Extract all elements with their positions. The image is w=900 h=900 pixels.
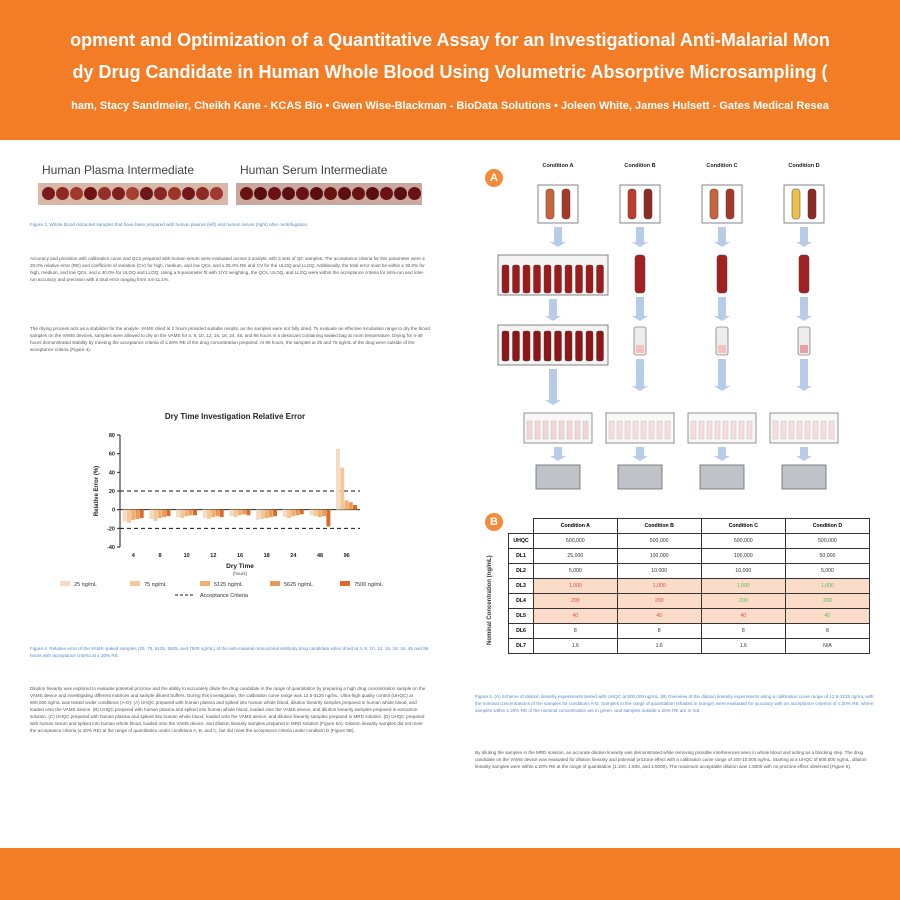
chart-bar	[215, 510, 219, 517]
serum-well	[408, 187, 421, 200]
dilution-tube	[731, 421, 736, 439]
figure-3-caption: Figure 3. Whole blood extracted samples that have been prepared with human plasma (left) and human serum (right) after centrifugation.	[30, 222, 309, 227]
sample-tube	[546, 189, 554, 219]
legend-swatch	[270, 581, 280, 586]
flow-arrow	[796, 227, 812, 247]
table-header-1: Condition A	[534, 519, 618, 534]
vial-liquid	[800, 345, 808, 353]
table-row	[509, 564, 870, 579]
tube-rack	[538, 185, 578, 223]
table-cell: 1,000	[534, 579, 618, 594]
flow-arrow	[796, 297, 812, 321]
dilution-tube	[699, 421, 704, 439]
flow-arrow	[714, 359, 730, 391]
condition-label: Condition B	[624, 163, 656, 169]
table-cell: 200	[701, 594, 785, 609]
table-header-2: Condition B	[617, 519, 701, 534]
flow-arrow	[545, 299, 561, 321]
table-cell: 200	[617, 594, 701, 609]
chart-bar	[193, 510, 197, 516]
plasma-well	[168, 187, 181, 200]
chart-title: Dry Time Investigation Relative Error	[164, 412, 306, 421]
vams-device	[597, 331, 604, 361]
table-cell: 200	[534, 594, 618, 609]
table-cell: 500,000	[534, 534, 618, 549]
serum-well	[338, 187, 351, 200]
table-cell: 1.6	[534, 639, 618, 654]
dilution-tube	[723, 421, 728, 439]
chart-bar	[309, 510, 313, 516]
flow-arrow	[796, 359, 812, 391]
legend-label: 25 ng/mL	[74, 582, 97, 588]
table-row	[509, 624, 870, 639]
dilution-tube	[715, 421, 720, 439]
dilution-plate	[524, 413, 592, 443]
x-tick-label: 10	[183, 553, 190, 559]
chart-bar	[265, 510, 269, 518]
table-cell: 8	[785, 624, 869, 639]
dilution-tube	[665, 421, 670, 439]
dilution-plate	[770, 413, 838, 443]
dilution-tube	[829, 421, 834, 439]
vams-device	[513, 331, 520, 361]
table-cell: 40	[534, 609, 618, 624]
table-cell: 500,000	[701, 534, 785, 549]
flow-arrow	[632, 297, 648, 321]
plasma-well	[70, 187, 83, 200]
sample-tube	[576, 265, 583, 293]
paragraph-mrd: By diluting the samples in the MRD solution, an accurate dilution linearity was demonstrated while removing possible interferences seen in whole blood and acting as a blocking step. The drug candidate on the VAMS device was evaluated for dilution linearity and potential prozone effect with a calibration curve range of 100-10,000 ng/mL. Starting at a UHQC of 500,000 ng/mL, dilution linearity samples were within ≤ 20% RE at the range of quantitation (1:100, 1:500, and 1:5000). The maximum acceptable dilution was 1:5000 with no prozone effect observed (Figure 6).	[475, 750, 867, 769]
figure-badge-a: A	[485, 169, 503, 187]
chart-bar	[318, 510, 322, 517]
serum-well	[310, 187, 323, 200]
table-ylabel: Nominal Concentration (ng/mL)	[487, 555, 493, 645]
dilution-tube	[739, 421, 744, 439]
dilution-tube	[789, 421, 794, 439]
serum-well	[296, 187, 309, 200]
table-cell: 50,000	[785, 549, 869, 564]
dilution-tube	[527, 421, 532, 439]
flow-arrow	[714, 447, 730, 461]
serum-well	[282, 187, 295, 200]
sample-tube	[544, 265, 551, 293]
plasma-well	[154, 187, 167, 200]
table-cell: 40	[785, 609, 869, 624]
left-column	[30, 155, 430, 845]
chart-bar	[207, 510, 211, 519]
vams-device	[544, 331, 551, 361]
chart-bar	[149, 510, 153, 519]
table-cell: 40	[617, 609, 701, 624]
legend-label: 5125 ng/mL	[214, 582, 244, 588]
plasma-well	[84, 187, 97, 200]
plasma-wells-image	[38, 183, 228, 205]
table-cell: 8	[701, 624, 785, 639]
dilution-tube	[821, 421, 826, 439]
flow-arrow	[714, 227, 730, 247]
assay-plate	[700, 465, 744, 489]
table-header-3: Condition C	[701, 519, 785, 534]
vial-liquid	[636, 345, 644, 353]
serum-well	[352, 187, 365, 200]
legend-swatch	[130, 581, 140, 586]
sample-tube	[534, 265, 541, 293]
chart-bar	[154, 510, 158, 521]
flow-arrow	[550, 447, 566, 461]
serum-wells-image	[236, 183, 422, 205]
dilution-table	[508, 518, 870, 654]
legend-swatch	[60, 581, 70, 586]
dilution-tube	[649, 421, 654, 439]
serum-well	[324, 187, 337, 200]
dilution-tube	[805, 421, 810, 439]
table-cell: 25,000	[534, 549, 618, 564]
dilution-tube	[543, 421, 548, 439]
dilution-tube	[575, 421, 580, 439]
legend-swatch	[200, 581, 210, 586]
paragraph-dilution: Dilution linearity was explored to evaluate potential prozone and the ability to accurately dilute the drug candidate in the range of quantitation by preparing a high drug concentration sample on the VAMS device and investigating different matrices and sample diluent buffers. During this investigation, the calibration curve range was 12.5-3125 ng/mL. Ultra-high quality control (UHQC) at 500,000 ng/mL was tested under conditions (A-D): (A) UHQC prepared with human plasma and spiked into human whole blood, dilution linearity samples prepared in human whole blood, and loaded onto the VAMS device. (B) UHQC prepared with human plasma and spiked into human whole blood, loaded onto the VAMS device, and dilution linearity samples prepared in extraction solution. (C) UHQC prepared with human plasma and spiked into human whole blood, loaded onto the VAMS device, and dilution linearity samples prepared in MRD solution. (D) UHQC prepared with human serum and spiked into human whole blood, loaded onto the VAMS device, and dilution linearity samples prepared in MRD solution (Figure 5A). Dilution linearity samples did not meet the acceptance criteria (≤ 20% RE) at the range of quantitation under conditions A, B, and C, but did meet the acceptance criteria under condition D (Figure 5B).	[30, 686, 426, 733]
chart-bar	[340, 468, 344, 510]
chart-bar	[189, 510, 193, 516]
vams-device	[502, 331, 509, 361]
table-cell: 40	[701, 609, 785, 624]
x-tick-label: 18	[263, 553, 270, 559]
serum-well	[268, 187, 281, 200]
sample-tube	[726, 189, 734, 219]
table-row	[509, 549, 870, 564]
sample-tube	[792, 189, 800, 219]
condition-label: Condition D	[788, 163, 820, 169]
vams-device	[565, 331, 572, 361]
legend-label: 75 ng/mL	[144, 582, 167, 588]
chart-bar	[283, 510, 287, 517]
chart-bar	[345, 500, 349, 509]
poster-header	[0, 0, 900, 140]
y-tick-label: -40	[107, 545, 115, 551]
chart-bar	[336, 449, 340, 510]
flow-arrow	[632, 447, 648, 461]
chart-bar	[238, 510, 242, 516]
vams-device	[576, 331, 583, 361]
table-cell: 500,000	[785, 534, 869, 549]
table-row-label: DL3	[509, 579, 534, 594]
chart-bar	[211, 510, 215, 517]
chart-bar	[269, 510, 273, 517]
dilution-tube	[625, 421, 630, 439]
serum-well	[366, 187, 379, 200]
chart-bar	[322, 510, 326, 517]
paragraph-accuracy: Accuracy and precision with calibration curve and QCs prepared with human serum were evaluated across 3 analytic with 3 sets of QC samples. The acceptance criteria for this parameter were ≤ 20.0% relative error (RE) and coefficient of variation (CV) for high, medium, and low QCs, and ≤ 25.0% RE and CV for the ULOQ and LLOQ. Additionally, the total error must be within ≤ 30.0% for high, medium, and low QCs, and ≤ 40.0% for ULOQ and LLOQ. Using a 5-parameter fit with 1/Y2 weighting, the QCs, ULOQ, and LLOQ were within the acceptance criteria for intra-run and inter-run accuracy and precision with a total error ranging from 4.6-11.1%.	[30, 256, 425, 282]
plasma-well	[112, 187, 125, 200]
chart-bar	[176, 510, 180, 517]
flow-arrow	[632, 359, 648, 391]
legend-label: 5625 ng/mL	[284, 582, 314, 588]
table-row	[509, 594, 870, 609]
chart-bar	[131, 510, 135, 520]
chart-bar	[185, 510, 189, 517]
legend-label: 7500 ng/mL	[354, 582, 384, 588]
chart-bar	[256, 510, 260, 520]
chart-bar	[353, 505, 357, 510]
table-row	[509, 609, 870, 624]
chart-bar	[166, 510, 170, 517]
chart-bar	[162, 510, 166, 517]
table-cell: 5,000	[534, 564, 618, 579]
x-tick-label: 48	[316, 553, 324, 559]
table-row-label: UHQC	[509, 534, 534, 549]
sample-tube	[808, 189, 816, 219]
y-tick-label: 80	[108, 433, 115, 439]
vams-device	[534, 331, 541, 361]
tube-rack	[702, 185, 742, 223]
plasma-image-label: Human Plasma Intermediate	[42, 163, 195, 177]
poster-title-line-1: opment and Optimization of a Quantitative Assay for an Investigational Anti-Malarial Mon	[70, 30, 830, 50]
table-cell: 8	[534, 624, 618, 639]
plasma-well	[42, 187, 55, 200]
table-row-label: DL5	[509, 609, 534, 624]
poster-authors: ham, Stacy Sandmeier, Cheikh Kane - KCAS Bio • Gwen Wise-Blackman - BioData Solutions • Joleen White, James Hulsett - Gates Medical Resea	[71, 100, 829, 112]
chart-bar	[203, 510, 207, 518]
table-cell: 200	[785, 594, 869, 609]
y-tick-label: 20	[108, 489, 115, 495]
legend-swatch	[340, 581, 350, 586]
flow-arrow	[796, 447, 812, 461]
table-cell: 8	[617, 624, 701, 639]
dilution-tube	[641, 421, 646, 439]
chart-bar	[140, 510, 144, 518]
serum-image-label: Human Serum Intermediate	[240, 163, 388, 177]
sample-tube	[523, 265, 530, 293]
chart-bar	[349, 502, 353, 509]
sample-tube	[565, 265, 572, 293]
condition-label: Condition A	[542, 163, 574, 169]
table-row-label: DL6	[509, 624, 534, 639]
chart-bar	[260, 510, 264, 519]
table-cell: 100,000	[701, 549, 785, 564]
chart-bar	[135, 510, 139, 519]
plasma-well	[210, 187, 223, 200]
chart-bar	[123, 510, 127, 521]
table-cell: 10,000	[617, 564, 701, 579]
table-cell: 5,000	[785, 564, 869, 579]
table-row	[509, 639, 870, 654]
x-tick-label: 16	[236, 553, 244, 559]
plasma-well	[56, 187, 69, 200]
assay-plate	[618, 465, 662, 489]
chart-x-sublabel: (hours)	[232, 571, 248, 576]
chart-bar	[295, 510, 299, 516]
vams-device	[635, 255, 645, 293]
table-row	[509, 579, 870, 594]
dilution-tube	[535, 421, 540, 439]
vams-device	[555, 331, 562, 361]
serum-well	[254, 187, 267, 200]
chart-bar	[180, 510, 184, 518]
plasma-well	[182, 187, 195, 200]
sample-tube	[644, 189, 652, 219]
vams-device	[586, 331, 593, 361]
sample-tube	[586, 265, 593, 293]
table-row-label: DL7	[509, 639, 534, 654]
dilution-tube	[781, 421, 786, 439]
assay-plate	[536, 465, 580, 489]
dilution-tube	[551, 421, 556, 439]
dilution-plate	[688, 413, 756, 443]
sample-tube	[555, 265, 562, 293]
tube-rack	[620, 185, 660, 223]
chart-bar	[229, 510, 233, 517]
assay-plate	[782, 465, 826, 489]
table-header-0	[509, 519, 534, 534]
chart-y-label: Relative Error (%)	[94, 465, 100, 517]
y-tick-label: -20	[107, 526, 115, 533]
dilution-tube	[617, 421, 622, 439]
chart-bar	[326, 510, 330, 527]
table-cell: 100,000	[617, 549, 701, 564]
x-tick-label: 4	[131, 553, 135, 559]
chart-x-label: Dry Time	[226, 563, 254, 570]
table-cell: 1,000	[785, 579, 869, 594]
sample-tube	[502, 265, 509, 293]
x-tick-label: 8	[158, 553, 162, 559]
table-cell: 1,000	[701, 579, 785, 594]
chart-bar	[242, 510, 246, 515]
dilution-tube	[567, 421, 572, 439]
poster-title-line-2: dy Drug Candidate in Human Whole Blood Using Volumetric Absorptive Microsampling (	[72, 62, 828, 82]
dilution-plate	[606, 413, 674, 443]
table-cell: 10,000	[701, 564, 785, 579]
table-cell: 1.6	[617, 639, 701, 654]
x-tick-label: 96	[343, 553, 350, 559]
dilution-tube	[583, 421, 588, 439]
dilution-tube	[813, 421, 818, 439]
plasma-well	[126, 187, 139, 200]
table-cell: N/A	[785, 639, 869, 654]
table-row-label: DL1	[509, 549, 534, 564]
flow-arrow	[545, 369, 561, 405]
paragraph-drying: The drying process acts as a stabilizer for the analyte. VAMS dried at 2 hours provided suitable results, as the samples were not fully dried. To evaluate an effective incubation range to dry the blood samples on the VAMS devices, samples were allowed to dry on the VAMS for 4, 8, 10, 12, 16, 18, 24, 48, and 96 hours in a desiccant containing sealed bag at room temperature. Drying for 4-48 hours demonstrated stability by meeting the acceptance criteria of ≤ 20% RE of the drug concentration prepared. At 96 hours, the samples at 25 and 75 ng/mL of the drug were outside of the acceptance criteria (Figure 4).	[30, 326, 430, 352]
table-header-4: Condition D	[785, 519, 869, 534]
legend-acceptance-label: Acceptance Criteria	[200, 593, 248, 599]
flow-arrow	[632, 227, 648, 247]
sample-tube	[710, 189, 718, 219]
plasma-well	[98, 187, 111, 200]
chart-bar	[246, 510, 250, 516]
condition-label: Condition C	[706, 163, 738, 169]
table-cell: 500,000	[617, 534, 701, 549]
sample-tube	[597, 265, 604, 293]
vams-device	[717, 255, 727, 293]
chart-bar	[234, 510, 238, 517]
dilution-scheme-figure	[490, 155, 875, 495]
sample-tube	[628, 189, 636, 219]
dilution-tube	[707, 421, 712, 439]
vial-liquid	[718, 345, 726, 353]
chart-bar	[158, 510, 162, 518]
dilution-tube	[691, 421, 696, 439]
x-tick-label: 12	[210, 553, 217, 559]
table-cell: 1.6	[701, 639, 785, 654]
y-tick-label: 40	[108, 470, 115, 477]
dilution-tube	[773, 421, 778, 439]
flow-arrow	[550, 227, 566, 247]
serum-well	[380, 187, 393, 200]
vams-device	[799, 255, 809, 293]
dilution-tube	[657, 421, 662, 439]
dilution-tube	[609, 421, 614, 439]
chart-bar	[291, 510, 295, 517]
figure-5-caption: Figure 5. (A) Scheme of dilution linearity experiments tested with UHQC at 500,000 ng/mL. (B) Overview of the dilution linearity experiments using a calibration curve range of 12.5-3125 ng/mL with the nominal concentrations of the samples for conditions A-D. Samples in the range of quantitation (shaded in orange) were evaluated for accuracy with an acceptance criterion of ≤ 20% RE, where samples within ≤ 20% RE of the nominal concentration are in green, and samples outside ≤ 20% RE are in red.	[475, 694, 874, 713]
chart-bar	[273, 510, 277, 517]
x-tick-label: 24	[290, 553, 297, 559]
chart-bar	[127, 510, 131, 523]
table-cell: 1,000	[617, 579, 701, 594]
sample-tube	[562, 189, 570, 219]
chart-bar	[287, 510, 291, 518]
serum-well	[394, 187, 407, 200]
dilution-tube	[559, 421, 564, 439]
figure-4-caption: Figure 4. Relative error of the VAMS spiked samples (25, 75, 5125, 5625, and 7500 ng/mL) of the anti-malarial monoclonal antibody drug candidate when dried at 4, 8, 10, 12, 16, 18, 24, 48 and 96 hours with acceptance criteria at ± 20% RE.	[30, 646, 429, 658]
tube-rack	[784, 185, 824, 223]
serum-well	[240, 187, 253, 200]
dilution-tube	[797, 421, 802, 439]
plasma-well	[196, 187, 209, 200]
table-row-label: DL4	[509, 594, 534, 609]
dilution-tube	[633, 421, 638, 439]
right-column	[475, 155, 875, 845]
chart-bar	[314, 510, 318, 517]
vams-device	[523, 331, 530, 361]
flow-arrow	[714, 297, 730, 321]
table-row	[509, 534, 870, 549]
dilution-tube	[747, 421, 752, 439]
figure-badge-b: B	[485, 513, 503, 531]
poster-footer	[0, 848, 900, 900]
y-tick-label: 0	[111, 507, 115, 514]
chart-bar	[220, 510, 224, 517]
plasma-well	[140, 187, 153, 200]
chart-bar	[300, 510, 304, 515]
y-tick-label: 60	[108, 451, 115, 458]
table-row-label: DL2	[509, 564, 534, 579]
sample-tube	[513, 265, 520, 293]
dry-time-chart	[60, 405, 410, 600]
